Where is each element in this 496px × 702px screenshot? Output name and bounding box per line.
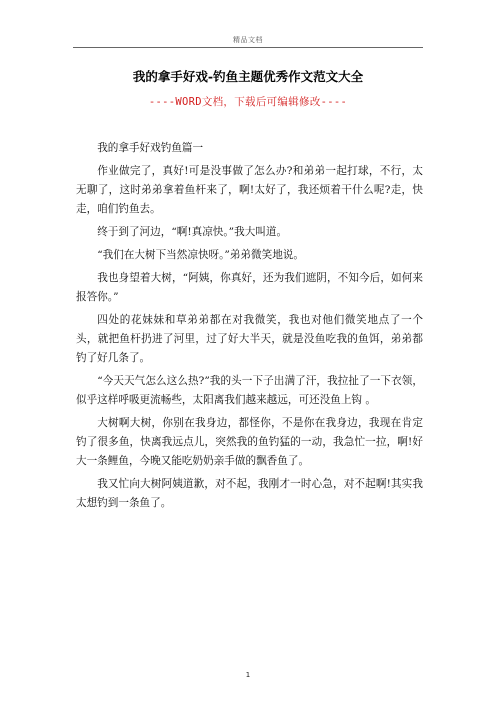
document-body	[76, 139, 423, 517]
paragraph: 作业做完了，真好!可是没事做了怎么办?和弟弟一起打球，不行，太无聊了，这时弟弟拿着鱼杆来了，啊!太好了，我还烦着干什么呢?走，快走，咱们钓鱼去。	[76, 165, 423, 215]
paragraph-heading: 我的拿手好戏钓鱼篇一	[97, 142, 204, 154]
document-title: 我的拿手好戏-钓鱼主题优秀作文范文大全	[132, 69, 364, 84]
paragraph: 我也身望着大树，“阿姨，你真好，还为我们遮阴，不知今后，如何来报答你。”	[76, 272, 423, 303]
header-divider	[73, 47, 423, 48]
paragraph: “今天天气怎么这么热?”我的头一下子出满了汗，我拉扯了一下衣领，似乎这样呼吸更流畅些，太阳离我们越来越远，可还没鱼上钩 。	[76, 375, 423, 406]
paragraph: 终于到了河边，“啊!真凉快。”我大叫道。	[97, 226, 288, 238]
page-number: 1	[245, 671, 251, 679]
paragraph: 四处的花妹妹和草弟弟都在对我微笑，我也对他们微笑地点了一个头，就把鱼杆扔进了河里，过了好大半天，就是没鱼吃我的鱼饵，弟弟都钓了好几条了。	[76, 314, 423, 364]
paragraph: 大树啊大树，你别在我身边，都怪你，不是你在我身边，我现在肯定钓了很多鱼，快离我远点儿，突然我的鱼钓猛的一动，我急忙一拉，啊!好大一条鲤鱼，今晚又能吃奶奶亲手做的飘香鱼了。	[76, 417, 423, 467]
header-label: 精品文档	[233, 36, 263, 44]
paragraph: “我们在大树下当然凉快呀。”弟弟微笑地说。	[97, 249, 304, 261]
document-subtitle: ----WORD文档，下载后可编辑修改----	[148, 96, 348, 108]
paragraph: 我又忙向大树阿姨道歉，对不起，我刚才一时心急，对不起啊!其实我太想钓到一条鱼了。	[76, 478, 423, 509]
